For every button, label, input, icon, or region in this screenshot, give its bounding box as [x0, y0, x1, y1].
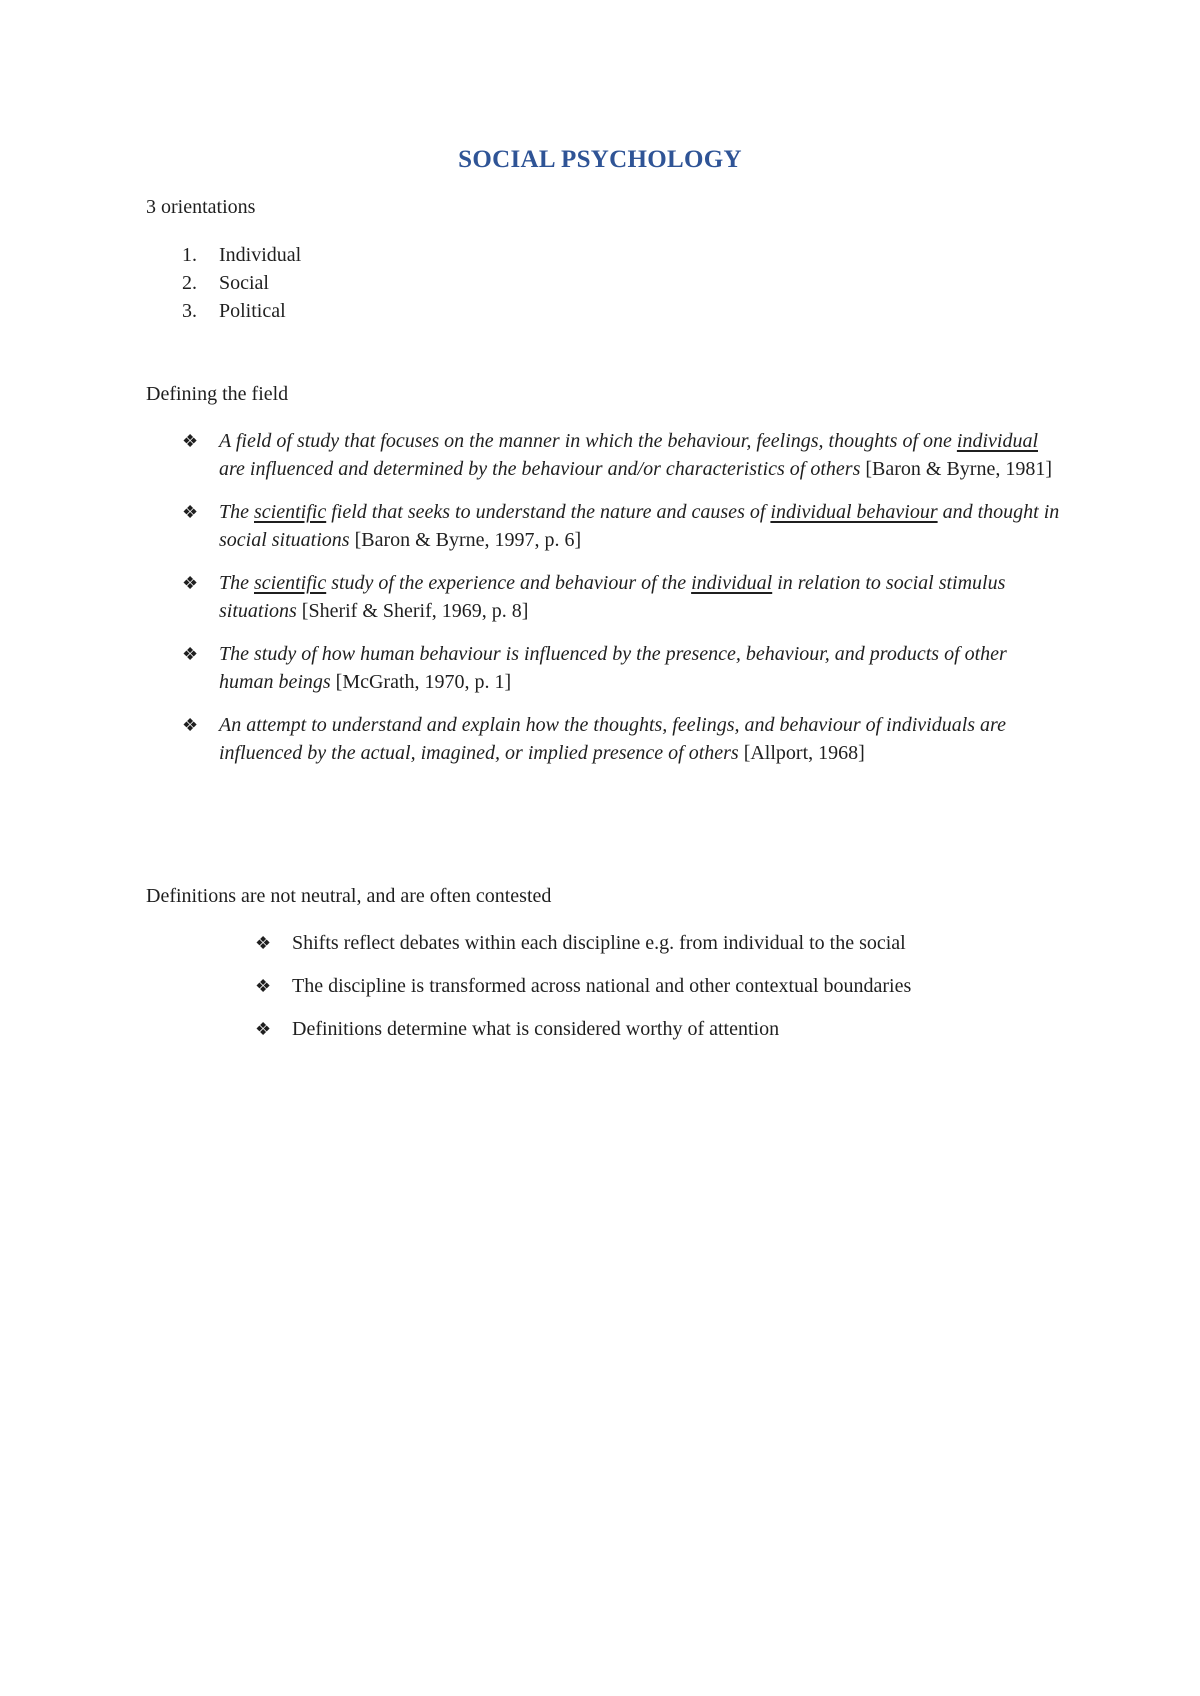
definition-text: The [219, 572, 254, 594]
underlined-term: individual [956, 430, 1038, 452]
list-item [146, 269, 301, 297]
diamond-bullet-icon: ❖ [255, 1019, 272, 1039]
contested-heading: Definitions are not neutral, and are often contested [146, 885, 552, 907]
definition-text: A field of study that focuses on the manner in which the behaviour, feelings, thoughts of one [219, 430, 957, 452]
list-number: 2. [182, 272, 197, 294]
diamond-bullet-icon: ❖ [182, 715, 199, 735]
underlined-term: individual behaviour [770, 501, 938, 523]
list-item [219, 929, 1039, 957]
list-item-text: Shifts reflect debates within each discipline e.g. from individual to the social [292, 932, 906, 954]
defining-heading: Defining the field [146, 383, 289, 405]
list-item-text: The discipline is transformed across national and other contextual boundaries [292, 975, 912, 997]
diamond-bullet-icon: ❖ [182, 644, 199, 664]
definition-text: and thought in social situations [219, 501, 1060, 551]
list-item-text: Individual [219, 244, 302, 266]
definition-item [146, 640, 1066, 696]
citation: [Baron & Byrne, 1981] [860, 458, 1052, 480]
citation: [Sherif & Sherif, 1969, p. 8] [296, 600, 529, 622]
list-item [219, 972, 1039, 1000]
definitions-list [146, 427, 1066, 782]
citation: [McGrath, 1970, p. 1] [330, 671, 512, 693]
underlined-term: individual [691, 572, 773, 594]
definition-text: The [219, 501, 254, 523]
definition-text: An attempt to understand and explain how the thoughts, feelings, and behaviour of individuals are influenced by the actual, imagined, or implied presence of others [219, 714, 1006, 764]
definition-item [146, 427, 1066, 483]
citation: [Allport, 1968] [738, 742, 865, 764]
list-item-text: Definitions determine what is considered worthy of attention [292, 1018, 780, 1040]
underlined-term: scientific [254, 572, 327, 594]
diamond-bullet-icon: ❖ [182, 573, 199, 593]
diamond-bullet-icon: ❖ [255, 933, 272, 953]
diamond-bullet-icon: ❖ [182, 502, 199, 522]
definition-text: study of the experience and behaviour of the [326, 572, 692, 594]
contested-list [219, 929, 1039, 1058]
definition-text: The study of how human behaviour is influenced by the presence, behaviour, and products of other human beings [219, 643, 1007, 693]
underlined-term: scientific [254, 501, 327, 523]
definition-text: in relation to social stimulus situations [219, 572, 1006, 622]
page-title: SOCIAL PSYCHOLOGY [458, 146, 742, 173]
list-number: 3. [182, 300, 197, 322]
list-item-text: Political [219, 300, 286, 322]
list-number: 1. [182, 244, 197, 266]
definition-text: are influenced and determined by the behaviour and/or characteristics of others [219, 458, 861, 480]
diamond-bullet-icon: ❖ [182, 431, 199, 451]
list-item-text: Social [219, 272, 269, 294]
definition-item [146, 711, 1066, 767]
citation: [Baron & Byrne, 1997, p. 6] [349, 529, 582, 551]
list-item [146, 241, 301, 269]
orientations-heading: 3 orientations [146, 196, 256, 218]
list-item [219, 1015, 1039, 1043]
definition-item [146, 498, 1066, 554]
list-item [146, 297, 301, 325]
diamond-bullet-icon: ❖ [255, 976, 272, 996]
definition-item [146, 569, 1066, 625]
orientations-list [146, 241, 301, 325]
definition-text: field that seeks to understand the nature and causes of [326, 501, 771, 523]
